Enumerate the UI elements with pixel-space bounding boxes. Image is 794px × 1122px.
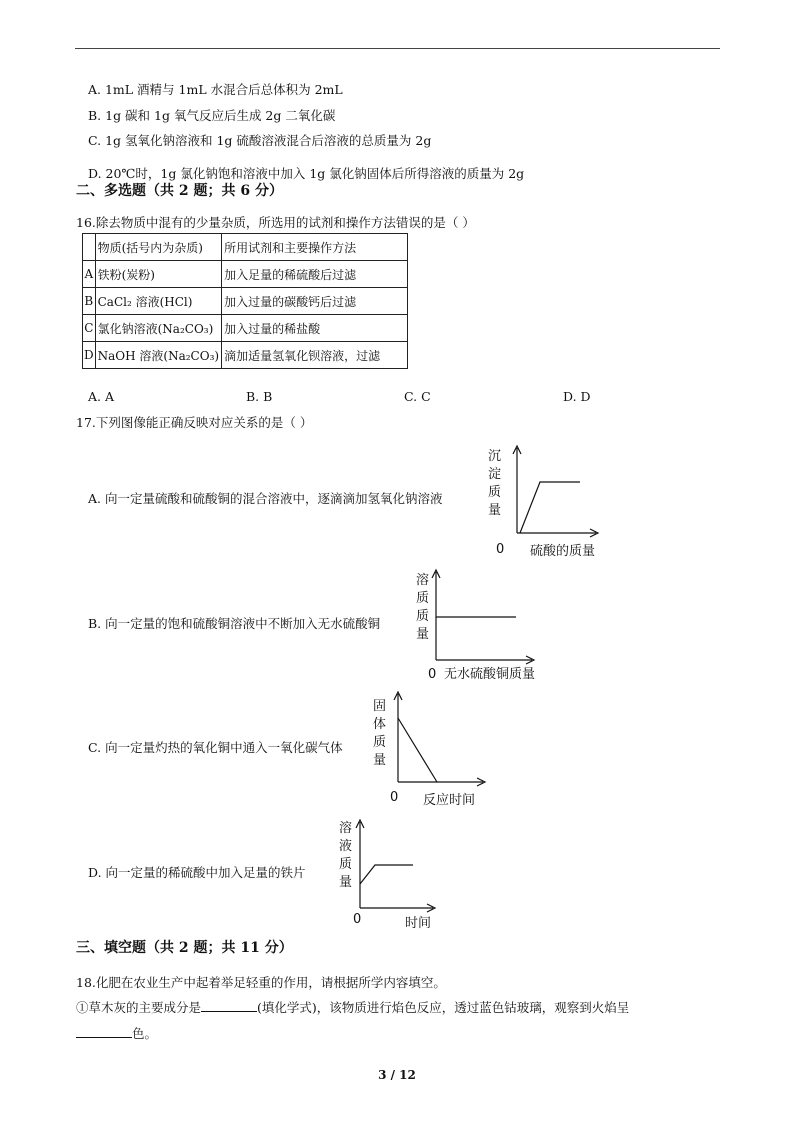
graph-b-ylabel-2: 质 bbox=[416, 591, 430, 606]
graph-b-ylabel-3: 质 bbox=[416, 609, 430, 624]
q17-option-b: B. 向一定量的饱和硫酸铜溶液中不断加入无水硫酸铜 bbox=[88, 616, 381, 631]
row-label: C bbox=[83, 315, 96, 342]
section-3-title: 三、填空题（共 2 题；共 11 分） bbox=[76, 940, 293, 956]
q18-stem: 18.化肥在农业生产中起着举足轻重的作用，请根据所学内容填空。 bbox=[76, 975, 446, 990]
graph-b-ylabel-1: 溶 bbox=[416, 573, 430, 588]
table-header-substance: 物质(括号内为杂质) bbox=[95, 234, 221, 261]
table-header-row bbox=[83, 234, 408, 261]
q15-option-b: B. 1g 碳和 1g 氧气反应后生成 2g 二氧化碳 bbox=[88, 108, 336, 123]
q16-choice-c: C. C bbox=[404, 389, 431, 404]
graph-c-xlabel: 反应时间 bbox=[423, 793, 476, 808]
q17-option-c: C. 向一定量灼热的氧化铜中通入一氧化碳气体 bbox=[88, 740, 343, 755]
graph-c-ylabel-2: 体 bbox=[373, 717, 387, 732]
row-label: A bbox=[83, 261, 96, 288]
row-label: D bbox=[83, 342, 96, 369]
q18-line-1-a: ①草木灰的主要成分是 bbox=[76, 1000, 202, 1015]
graph-a-xlabel: 硫酸的质量 bbox=[530, 544, 596, 559]
q18-line-1 bbox=[76, 998, 629, 1016]
row-substance: CaCl₂ 溶液(HCl) bbox=[95, 288, 221, 315]
header-rule bbox=[75, 48, 720, 49]
q18-blank-1[interactable] bbox=[201, 999, 257, 1012]
row-substance: NaOH 溶液(Na₂CO₃) bbox=[95, 342, 221, 369]
graph-b-origin: 0 bbox=[428, 667, 437, 682]
row-method: 加入足量的稀硫酸后过滤 bbox=[222, 261, 408, 288]
q15-option-d: D. 20℃时，1g 氯化钠饱和溶液中加入 1g 氯化钠固体后所得溶液的质量为 2g bbox=[88, 166, 525, 181]
q18-line-2-text: 色。 bbox=[132, 1026, 158, 1041]
q18-line-1-b: (填化学式)，该物质进行焰色反应，透过蓝色钴玻璃，观察到火焰呈 bbox=[257, 1000, 630, 1015]
graph-b-ylabel-4: 量 bbox=[416, 627, 430, 642]
graph-a-ylabel-2: 淀 bbox=[488, 467, 502, 482]
table-row bbox=[83, 342, 408, 369]
graph-c-origin: 0 bbox=[390, 790, 399, 805]
graph-c-ylabel-3: 质 bbox=[373, 735, 387, 750]
row-method: 加入过量的碳酸钙后过滤 bbox=[222, 288, 408, 315]
graph-c-ylabel-4: 量 bbox=[373, 753, 387, 768]
row-label: B bbox=[83, 288, 96, 315]
graph-a-ylabel-1: 沉 bbox=[488, 449, 502, 464]
q17-graph-c bbox=[365, 686, 495, 811]
graph-d-xlabel: 时间 bbox=[405, 916, 432, 931]
graph-d-curve bbox=[360, 865, 413, 884]
q17-option-a: A. 向一定量硫酸和硫酸铜的混合溶液中，逐滴滴加氢氧化钠溶液 bbox=[88, 491, 443, 506]
row-substance: 铁粉(炭粉) bbox=[95, 261, 221, 288]
q17-graph-a bbox=[480, 436, 610, 561]
graph-a-ylabel-3: 质 bbox=[488, 485, 502, 500]
graph-d-ylabel-3: 质 bbox=[339, 857, 353, 872]
q17-graph-b bbox=[410, 562, 560, 686]
q15-option-a: A. 1mL 酒精与 1mL 水混合后总体积为 2mL bbox=[88, 82, 343, 97]
graph-c-ylabel-1: 固 bbox=[373, 699, 387, 714]
q17-option-d: D. 向一定量的稀硫酸中加入足量的铁片 bbox=[88, 865, 306, 880]
graph-d-origin: 0 bbox=[353, 912, 362, 927]
section-2-title: 二、多选题（共 2 题；共 6 分） bbox=[76, 183, 283, 199]
graph-d-ylabel-2: 液 bbox=[339, 839, 353, 854]
q16-choice-a: A. A bbox=[88, 389, 115, 404]
table-row bbox=[83, 315, 408, 342]
table-header-blank bbox=[83, 234, 96, 261]
table-row bbox=[83, 261, 408, 288]
q16-stem: 16.除去物质中混有的少量杂质，所选用的试剂和操作方法错误的是（ ） bbox=[76, 215, 475, 230]
graph-a-ylabel-4: 量 bbox=[488, 503, 502, 518]
graph-b-xlabel: 无水硫酸铜质量 bbox=[444, 667, 536, 682]
q18-blank-2[interactable] bbox=[76, 1025, 132, 1038]
graph-c-curve bbox=[398, 718, 437, 782]
table-row bbox=[83, 288, 408, 315]
q16-choice-d: D. D bbox=[563, 389, 591, 404]
row-method: 滴加适量氢氧化钡溶液，过滤 bbox=[222, 342, 408, 369]
q16-choice-b: B. B bbox=[246, 389, 273, 404]
table-header-method: 所用试剂和主要操作方法 bbox=[222, 234, 408, 261]
q16-table bbox=[82, 233, 408, 369]
graph-d-ylabel-4: 量 bbox=[339, 875, 353, 890]
graph-a-origin: 0 bbox=[496, 542, 505, 557]
q18-line-2 bbox=[76, 1024, 157, 1042]
graph-d-ylabel-1: 溶 bbox=[339, 821, 353, 836]
page-number: 3 / 12 bbox=[378, 1068, 416, 1082]
row-method: 加入过量的稀盐酸 bbox=[222, 315, 408, 342]
q15-option-c: C. 1g 氢氧化钠溶液和 1g 硫酸溶液混合后溶液的总质量为 2g bbox=[88, 133, 432, 148]
row-substance: 氯化钠溶液(Na₂CO₃) bbox=[95, 315, 221, 342]
q17-graph-d bbox=[333, 810, 453, 934]
graph-a-curve bbox=[520, 482, 580, 533]
q17-stem: 17.下列图像能正确反映对应关系的是（ ） bbox=[76, 415, 313, 430]
